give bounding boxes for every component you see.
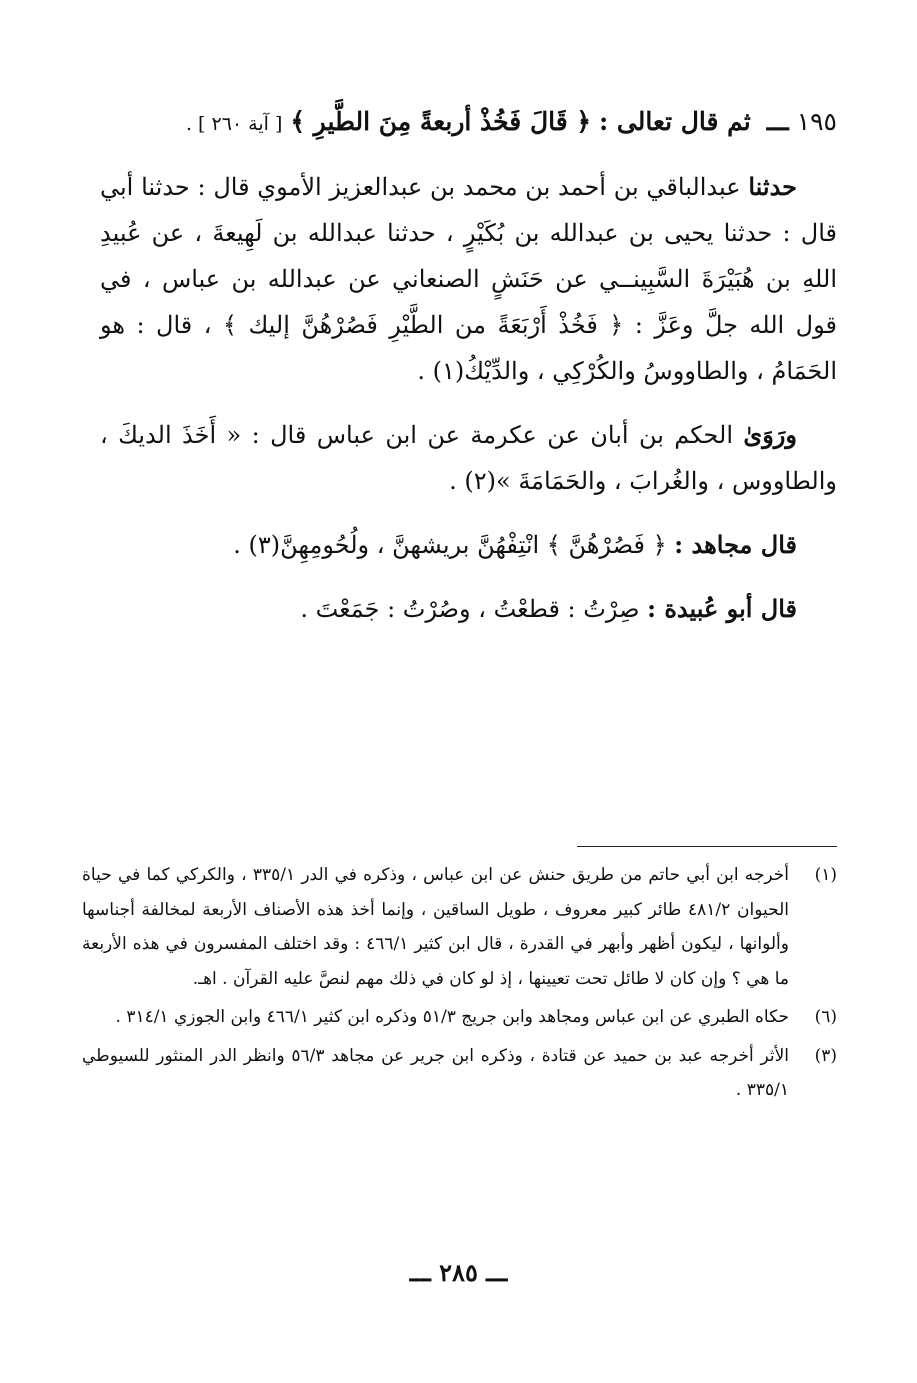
footnote-marker: (١) [814,865,837,885]
paragraph-lead: ورَوَىٰ [743,420,797,449]
section-heading [80,100,837,146]
quran-verse: ﴿ قَالَ فَخُذْ أربعةً مِنَ الطَّيرِ ﴾ [290,107,592,136]
heading-lead: ثم قال تعالى : [599,107,751,136]
paragraph-text: صِرْتُ : قطعْتُ ، وصُرْتُ : جَمَعْتَ . [300,595,640,623]
footnote [82,858,837,996]
footnotes [82,858,837,1112]
footnote [82,1000,837,1035]
paragraph-text: الحكم بن أبان عن عكرمة عن ابن عباس قال : « أَخَذَ الديكَ ، والطاووس ، والغُرابَ ، والحَمَامَةَ »(٢) . [100,421,837,495]
main-text [100,164,837,632]
footnote-marker: (٣) [814,1045,837,1066]
paragraph-text: ﴿ فَصُرْهُنَّ ﴾ انْتِفْهُنَّ بريشهنَّ ، ولُحُومِهِنَّ(٣) . [233,531,667,559]
footnote-text: الأثر أخرجه عبد بن حميد عن قتادة ، وذكره ابن جرير عن مجاهد ٥٦/٣ وانظر الدر المنثور للسيوطي ٣٣٥/١ . [82,1045,789,1100]
paragraph-lead: حدثنا [748,172,797,201]
footnote-text: أخرجه ابن أبي حاتم من طريق حنش عن ابن عباس ، وذكره في الدر ٣٣٥/١ ، والكركي كما في حياة الحيوان ٤٨١/٢ طائر كبير معروف ، طويل الساقين ، وإنما أخذ هذه الأصناف الأربعة لمخالفة أجناسها وألوانها ، ليكون أظهر وأبهر في القدرة ، قال ابن كثير ٤٦٦/١ : وقد اختلف المفسرون في هذه الأربعة ما هي ؟ وإن كان لا طائل تحت تعيينها ، إذ لو كان في ذلك مهم لنصَّ عليه القرآن . اهـ. [82,865,789,989]
paragraph [100,164,837,394]
paragraph-text: عبدالباقي بن أحمد بن محمد بن عبدالعزيز الأموي قال : حدثنا أبي قال : حدثنا يحيى بن عبدالله بن بُكَيْرٍ ، حدثنا عبدالله بن لَهِيعةَ ، عن عُبيدِ اللهِ بن هُبَيْرَةَ السَّبِينــي عن حَنَشٍ الصنعاني عن عبدالله بن عباس ، في قول الله جلَّ وعَزَّ : ﴿ فَخُذْ أَرْبَعَةً من الطَّيْرِ فَصُرْهُنَّ إليك ﴾ ، قال : هو الحَمَامُ ، والطاووسُ والكُرْكِي ، والدِّيْكُ(١) . [100,173,837,385]
paragraph [100,412,837,504]
paragraph [100,586,837,632]
paragraph [100,522,837,568]
heading-dash: ـــ [766,107,789,136]
footnote-separator [577,846,837,847]
verse-reference: [ آية ٢٦٠ ] . [185,113,283,135]
footnote-text: حكاه الطبري عن ابن عباس ومجاهد وابن جريج ٥١/٣ وذكره ابن كثير ٤٦٦/١ وابن الجوزي ٣١٤/١ . [115,1007,789,1027]
paragraph-lead: قال مجاهد : [674,530,797,559]
page-number: ـــ ٢٨٥ ـــ [409,1258,508,1287]
paragraph-lead: قال أبو عُبيدة : [647,594,797,623]
footnote [82,1039,837,1108]
footnote-marker: (٦) [814,1007,837,1027]
section-number: ١٩٥ [796,107,837,136]
